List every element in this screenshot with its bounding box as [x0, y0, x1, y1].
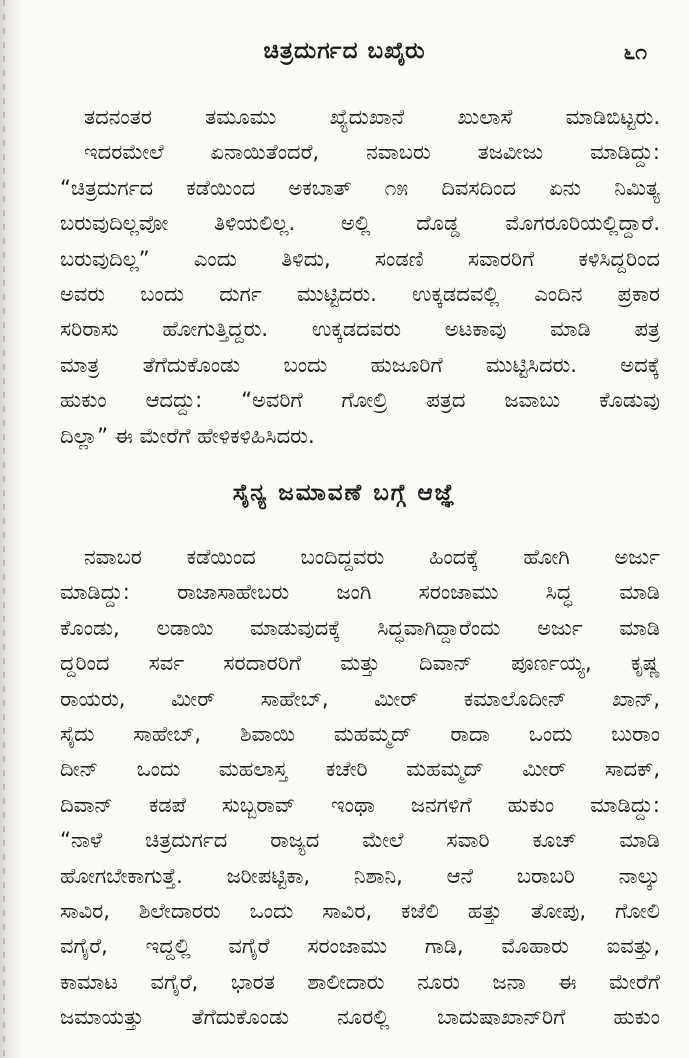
text-block-1 — [60, 100, 660, 454]
text-line: ಸಾವಿರ, ಶಿಲೇದಾರರು ಒಂದು ಸಾವಿರ, ಕಜೆಲಿ ಹತ್ತು ತೋಪು, ಗೋಲಿ — [60, 899, 660, 924]
text-line: ದೀನ್ ಒಂದು ಮಹಲಾಸ್ತ ಕಚೇರಿ ಮಹಮ್ಮದ್ ಮೀರ್ ಸಾದಕ್, — [60, 757, 660, 782]
text-line: ದಿಲ್ಲಾ” ಈ ಮೇರೆಗೆ ಹೇಳಿಕಳಿಹಿಸಿದರು. — [60, 423, 315, 448]
text-line: ಬರುವುದಿಲ್ಲ” ಎಂದು ತಿಳಿದು, ಸಂಡಣಿ ಸವಾರರಿಗೆ ಕಳಿಸಿದ್ದರಿಂದ — [60, 246, 660, 271]
text-line: ದಿವಾನ್ ಕಡಪೆ ಸುಬ್ಬರಾವ್ ಇಂಥಾ ಜನಗಳಿಗೆ ಹುಕುಂ ಮಾಡಿದ್ದು: — [60, 792, 660, 817]
text-line: ಇದರಮೇಲೆ ಏನಾಯಿತೆಂದರೆ, ನವಾಬರು ತಜವೀಜು ಮಾಡಿದ್ದು: — [84, 140, 660, 165]
text-line: ಸರಿರಾಸು ಹೋಗುತ್ತಿದ್ದರು. ಉಕ್ಕಡದವರು ಅಟಕಾವು ಮಾಡಿ ಪತ್ರ — [60, 317, 660, 342]
running-title: ಚಿತ್ರದುರ್ಗದ ಬಖೈರು — [263, 38, 426, 64]
text-line: ಕೊಂಡು, ಲಡಾಯಿ ಮಾಡುವುದಕ್ಕೆ ಸಿದ್ಧವಾಗಿದ್ದಾರೆಂದು ಅರ್ಜು ಮಾಡಿ — [60, 615, 660, 640]
section-heading: ಸೈನ್ಯ ಜಮಾವಣೆ ಬಗ್ಗೆ ಆಜ್ಞೆ — [232, 480, 457, 506]
text-line: ಮಾಡಿದ್ದು: ರಾಜಾಸಾಹೇಬರು ಜಂಗಿ ಸರಂಜಾಮು ಸಿದ್ಧ ಮಾಡಿ — [60, 580, 660, 605]
binding-edge — [0, 0, 22, 1058]
text-line: ಸೈದು ಸಾಹೇಬ್, ಶಿವಾಯಿ ಮಹಮ್ಮದ್ ರಾದಾ ಒಂದು ಬುರಾಂ — [60, 722, 660, 747]
text-line: ಹುಕುಂ ಆದದ್ದು: “ಅವರಿಗೆ ಗೋಲ್ರಿ ಪತ್ರದ ಜವಾಬು ಕೊಡುವು — [60, 388, 660, 413]
text-line: ಹೋಗಬೇಕಾಗುತ್ತೆ. ಜರೀಪಟ್ಟಿಕಾ, ನಿಶಾನಿ, ಆನೆ ಬರಾಬರಿ ನಾಲ್ಕು — [60, 863, 660, 888]
page-number: ೬೧ — [623, 40, 647, 64]
text-line: ದ್ದರಿಂದ ಸರ್ವ ಸರದಾರರಿಗೆ ಮತ್ತು ದಿವಾನ್ ಪೂರ್ಣಯ್ಯ, ಕೃಷ್ಣ — [60, 651, 660, 676]
text-line: “ಚಿತ್ರದುರ್ಗದ ಕಡೆಯಿಂದ ಅಕಬಾತ್ ೧೫ ದಿವಸದಿಂದ ಏನು ನಿಮಿತ್ಯ — [60, 175, 660, 200]
running-head — [0, 32, 689, 72]
text-line: ವಗೈರೆ, ಇದ್ದಲ್ಲಿ ವಗೈರೆ ಸರಂಜಾಮು ಗಾಡಿ, ಮೊಹಾರು ಐವತ್ತು, — [60, 934, 660, 959]
text-line: “ನಾಳೆ ಚಿತ್ರದುರ್ಗದ ರಾಜ್ಯದ ಮೇಲೆ ಸವಾರಿ ಕೂಚ್ ಮಾಡಿ — [60, 828, 660, 853]
text-line: ಬರುವುದಿಲ್ಲವೋ ತಿಳಿಯಲಿಲ್ಲ. ಅಲ್ಲಿ ದೊಡ್ಡ ಮೊಗರೂರಿಯಲ್ಲಿದ್ದಾರೆ. — [60, 211, 660, 236]
text-line: ಅವರು ಬಂದು ದುರ್ಗ ಮುಟ್ಟಿದರು. ಉಕ್ಕಡದವಲ್ಲಿ ಎಂದಿನ ಪ್ರಕಾರ — [60, 282, 660, 307]
text-block-2 — [60, 540, 660, 1036]
text-line: ನವಾಬರ ಕಡೆಯಿಂದ ಬಂದಿದ್ದವರು ಹಿಂದಕ್ಕೆ ಹೋಗಿ ಅರ್ಜು — [84, 545, 660, 569]
text-line: ಮಾತ್ರ ತೆಗೆದುಕೊಂಡು ಬಂದು ಹುಜೂರಿಗೆ ಮುಟ್ಟಿಸಿದರು. ಅದಕ್ಕೆ — [60, 352, 660, 377]
text-line: ಜಮಾಯತ್ತು ತೆಗೆದುಕೊಂಡು ನೂರಲ್ಲಿ ಬಾದುಷಾಖಾನ್‌ರಿಗೆ ಹುಕುಂ — [60, 1005, 660, 1030]
text-line: ಕಾಮಾಟ ವಗೈರೆ, ಭಾರತ ಶಾಲೀದಾರು ನೂರು ಜನಾ ಈ ಮೇರೆಗೆ — [60, 969, 660, 994]
text-line: ತದನಂತರ ತಮೂಮು ಖ್ಯೆದುಖಾನೆ ಖುಲಾಸೆ ಮಾಡಿಬಿಟ್ಟರು. — [84, 105, 660, 129]
text-line: ರಾಯರು, ಮೀರ್ ಸಾಹೇಬ್, ಮೀರ್ ಕಮಾಲೊದೀನ್ ಖಾನ್, — [60, 686, 660, 711]
